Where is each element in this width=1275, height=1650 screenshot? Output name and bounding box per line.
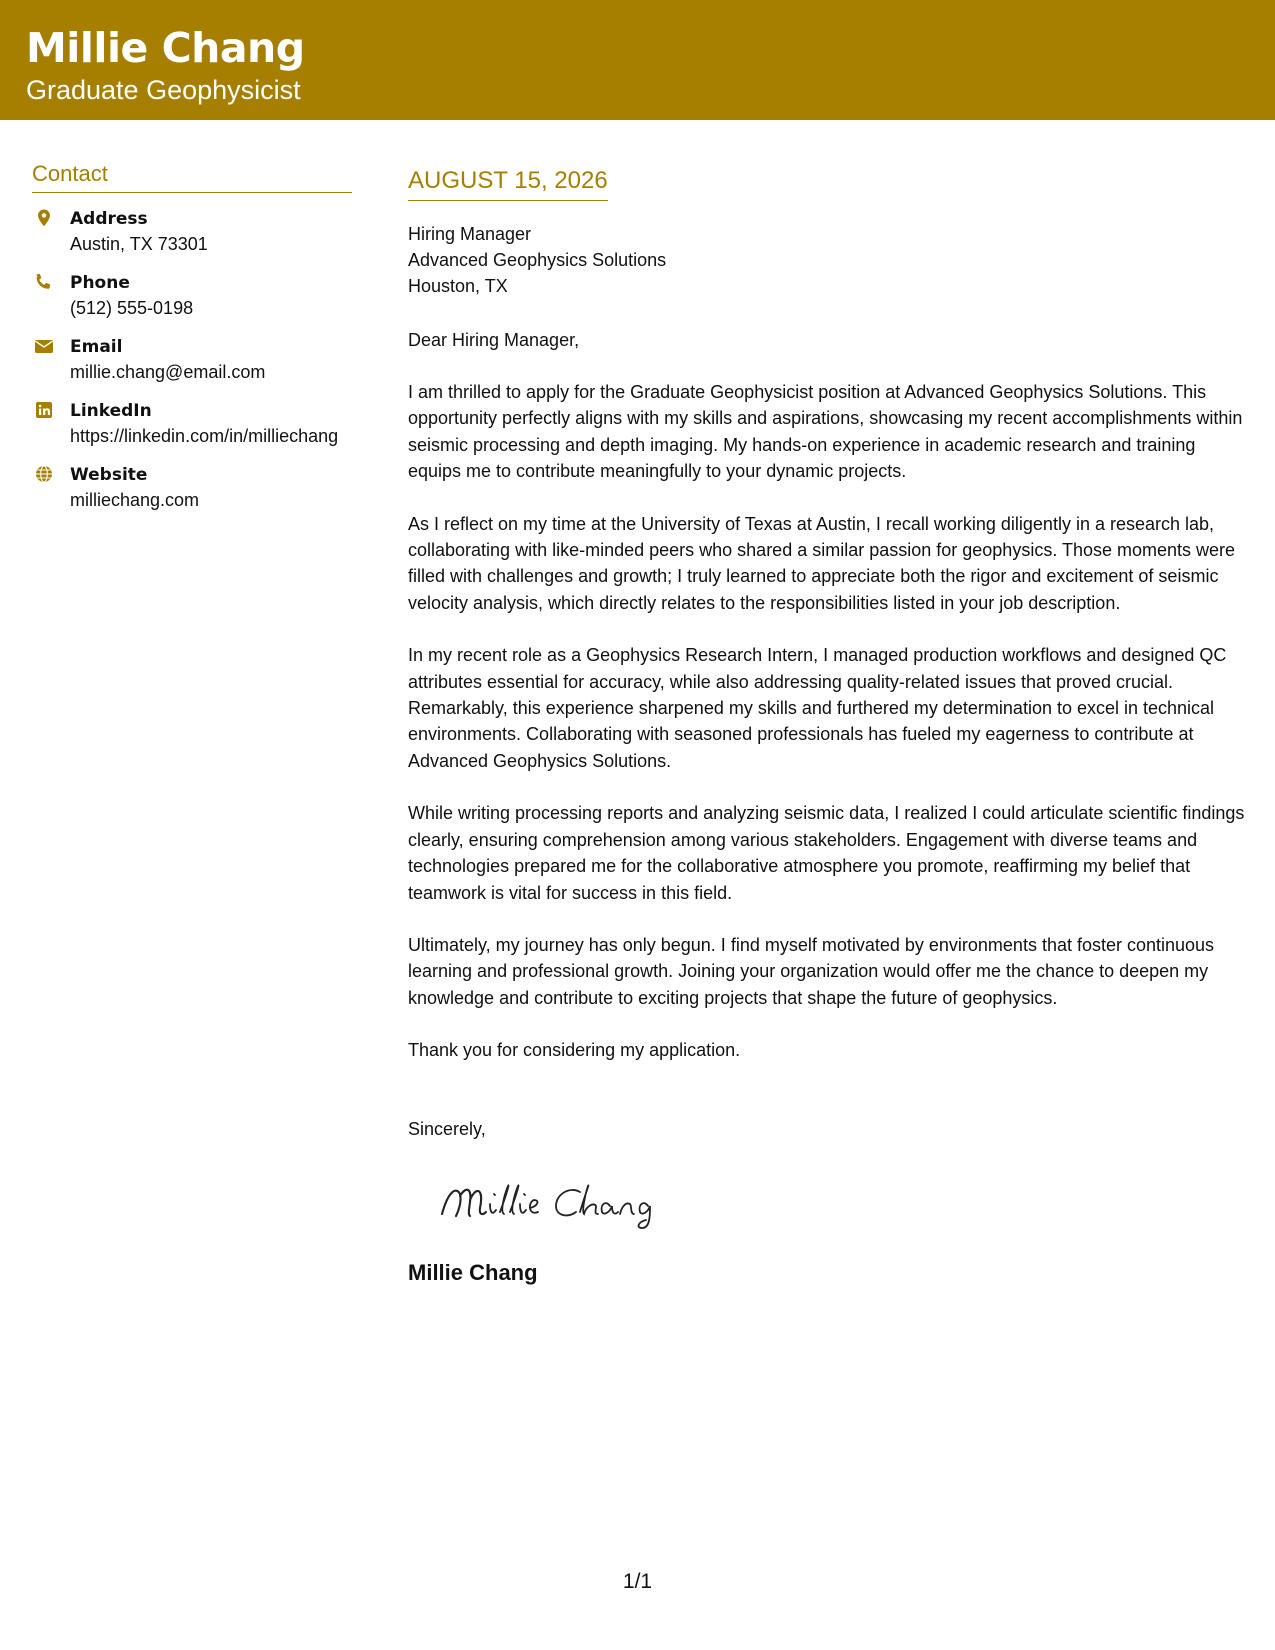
header-banner [0,0,1275,120]
contact-label: Address [70,209,148,229]
contact-label: Phone [70,273,130,293]
letter-body [408,166,1253,1287]
letter-paragraph: I am thrilled to apply for the Graduate Geophysicist position at Advanced Geophysics Solutions. This opportunity perfectly aligns with my skills and aspirations, showcasing my recent accomplishments within seismic processing and depth imaging. My hands-on experience in academic research and training equips me to contribute meaningfully to your dynamic projects. [408,382,1243,482]
closing: Sincerely, [408,1118,486,1139]
letter-date: AUGUST 15, 2026 [408,166,608,201]
envelope-icon [34,336,54,356]
phone-icon [34,272,54,292]
contact-label: Website [70,465,148,485]
signer-name: Millie Chang [408,1259,538,1285]
contact-section-title: Contact [32,160,352,193]
applicant-title: Graduate Geophysicist [26,75,301,105]
contact-value[interactable]: https://linkedin.com/in/milliechang [70,426,339,446]
contact-linkedin [32,399,352,449]
contact-website [32,463,352,513]
page-number: 1/1 [622,1570,653,1593]
globe-icon [34,464,54,484]
contact-value[interactable]: millie.chang@email.com [70,362,266,382]
contact-value: (512) 555-0198 [70,298,194,318]
contact-address [32,207,352,257]
linkedin-icon [34,400,54,420]
letter-paragraph: While writing processing reports and analyzing seismic data, I realized I could articulate scientific findings clearly, ensuring comprehension among various stakeholders. Engagement with diverse teams and technologies prepared me for the collaborative atmosphere you promote, reaffirming my belief that teamwork is vital for success in this field. [408,803,1245,903]
contact-label: Email [70,337,123,357]
contact-phone [32,271,352,321]
letter-paragraph: Ultimately, my journey has only begun. I find myself motivated by environments that foster continuous learning and professional growth. Joining your organization would offer me the chance to deepen my knowledge and contribute to exciting projects that shape the future of geophysics. [408,934,1215,1008]
map-pin-icon [34,208,54,228]
recipient-block [408,221,1253,299]
letter-paragraph: Thank you for considering my application. [408,1040,741,1061]
contact-label: LinkedIn [70,401,152,421]
contact-value: Austin, TX 73301 [70,234,208,254]
recipient-line: Houston, TX [408,276,508,296]
contact-value[interactable]: milliechang.com [70,490,200,510]
recipient-line: Hiring Manager [408,224,532,244]
handwritten-signature [434,1172,674,1232]
letter-paragraph: As I reflect on my time at the University of Texas at Austin, I recall working diligently in a research lab, collaborating with like-minded peers who shared a similar passion for geophysics. Those moments were filled with challenges and growth; I truly learned to appreciate both the rigor and excitement of seismic velocity analysis, which directly relates to the responsibilities listed in your job description. [408,513,1236,613]
recipient-line: Advanced Geophysics Solutions [408,250,667,270]
greeting: Dear Hiring Manager, [408,330,580,350]
applicant-name: Millie Chang [26,24,305,72]
contact-email [32,335,352,385]
contact-sidebar [32,160,352,513]
letter-paragraph: In my recent role as a Geophysics Research Intern, I managed production workflows and designed QC attributes essential for accuracy, while also addressing quality-related issues that proved crucial. Remarkably, this experience sharpened my skills and furthered my determination to excel in technical environments. Collaborating with seasoned professionals has fueled my eagerness to contribute at Advanced Geophysics Solutions. [408,645,1227,771]
